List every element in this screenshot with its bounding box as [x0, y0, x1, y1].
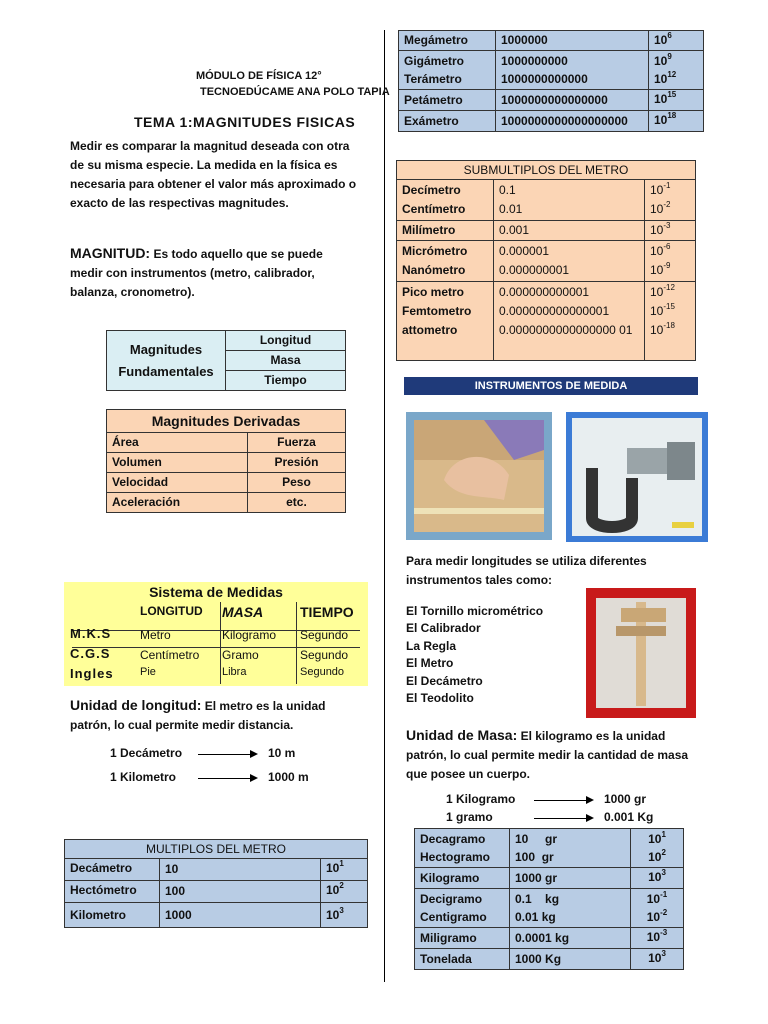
table-cell: $10^{-1}$ $10^{-2}$	[631, 889, 684, 928]
table-cell: 1000000000000000	[496, 90, 649, 111]
table-cell: $10^1$ $10^2$	[631, 829, 684, 868]
table-cell: $10^2$	[321, 881, 368, 903]
sistema-cell: Centímetro	[140, 648, 200, 662]
masa-def: El kilogramo es la unidad	[517, 729, 666, 743]
fundamental-item: Tiempo	[226, 371, 346, 391]
ruler-photo-image	[414, 420, 544, 532]
multiplos-top-table	[398, 30, 704, 132]
instrumentos-list	[406, 603, 543, 707]
conv-from: 1 Decámetro	[110, 746, 183, 760]
fundamentales-table	[106, 330, 346, 391]
table-cell: 1000000	[496, 31, 649, 51]
arrow-icon	[198, 754, 256, 755]
table-row	[415, 928, 684, 949]
instrumentos-intro	[406, 552, 647, 590]
fundamental-item: Masa	[226, 351, 346, 371]
table-row	[415, 949, 684, 970]
intro-line: Medir es comparar la magnitud deseada con otra	[70, 139, 350, 153]
table-cell: Kilogramo	[415, 868, 510, 889]
sistema-cell: Segundo	[300, 666, 345, 678]
table-row	[399, 51, 704, 90]
sistema-cell: Metro	[140, 628, 171, 642]
table-cell: $10^3$	[321, 903, 368, 928]
table-row	[107, 493, 346, 513]
table-cell: $10^{18}$	[649, 111, 704, 132]
table-cell: Megámetro	[399, 31, 496, 51]
table-cell: Tonelada	[415, 949, 510, 970]
table-cell: Milímetro	[397, 221, 494, 241]
header-line-2: TECNOEDÚCAME ANA POLO TAPIA	[200, 86, 390, 98]
submultiplos-table	[396, 160, 696, 361]
masa-term: Unidad de Masa:	[406, 727, 518, 743]
conv-from: 1 gramo	[446, 810, 493, 824]
table-cell: 0.001	[494, 221, 645, 241]
derivadas-table	[106, 409, 346, 513]
table-cell: Petámetro	[399, 90, 496, 111]
table-cell: $10^{-3}$	[631, 928, 684, 949]
table-cell: Micrómetro Nanómetro	[397, 241, 494, 282]
table-cell: $10^6$	[649, 31, 704, 51]
table-row	[399, 90, 704, 111]
micrometer-photo-image	[572, 418, 702, 536]
micrometer-photo	[566, 412, 708, 542]
sistema-cell: Pie	[140, 666, 156, 678]
table-cell: $10^{-3}$	[645, 221, 696, 241]
conv-to: 10 m	[268, 746, 296, 760]
submultiplos-title: SUBMULTIPLOS DEL METRO	[397, 161, 696, 180]
table-cell: $10^9$ $10^{12}$	[649, 51, 704, 90]
intro-line: exacto de las respectivas magnitudes.	[70, 196, 289, 210]
longitud-definition	[70, 696, 325, 735]
sistema-cell: Segundo	[300, 648, 349, 662]
sistema-header: LONGITUD	[140, 604, 203, 618]
list-item: El Calibrador	[406, 621, 481, 636]
longitud-line: patrón, lo cual permite medir distancia.	[70, 718, 294, 732]
sistema-header: MASA	[222, 604, 264, 620]
sistema-title: Sistema de Medidas	[149, 584, 283, 600]
column-divider	[384, 30, 385, 982]
table-cell: Kilometro	[65, 903, 160, 928]
instrumentos-banner: INSTRUMENTOS DE MEDIDA	[404, 377, 698, 395]
magnitud-term: MAGNITUD:	[70, 245, 151, 261]
table-cell: 1000000000 1000000000000	[496, 51, 649, 90]
magnitud-def: Es todo aquello que se puede	[150, 247, 323, 261]
table-cell: $10^1$	[321, 859, 368, 881]
table-row	[397, 282, 696, 361]
conv-from: 1 Kilometro	[110, 770, 177, 784]
table-cell: Decagramo Hectogramo	[415, 829, 510, 868]
tema-intro	[70, 137, 356, 213]
caliper-photo-image	[596, 598, 686, 708]
table-cell: Área	[107, 433, 248, 453]
sistema-cell: Segundo	[300, 628, 349, 642]
intro-line: Para medir longitudes se utiliza diferentes	[406, 554, 647, 568]
table-row	[65, 881, 368, 903]
intro-line: necesaria para obtener el valor más aproximado o	[70, 177, 357, 191]
table-row	[107, 433, 346, 453]
table-row	[397, 180, 696, 221]
table-cell: Hectómetro	[65, 881, 160, 903]
table-cell: Pico metro Femtometro attometro	[397, 282, 494, 361]
list-item: El Decámetro	[406, 673, 483, 688]
table-row	[65, 903, 368, 928]
table-row	[415, 829, 684, 868]
sistema-cell: Gramo	[222, 648, 259, 662]
table-cell: Volumen	[107, 453, 248, 473]
header-line-1: MÓDULO DE FÍSICA 12°	[196, 70, 322, 82]
magnitud-line: medir con instrumentos (metro, calibrador,	[70, 266, 315, 280]
table-row	[397, 241, 696, 282]
table-row	[107, 473, 346, 493]
caliper-photo	[586, 588, 696, 718]
table-cell: 0.1 0.01	[494, 180, 645, 221]
table-cell: $10^{-1}$ $10^{-2}$	[645, 180, 696, 221]
table-cell: $10^3$	[631, 868, 684, 889]
longitud-term: Unidad de longitud:	[70, 697, 202, 713]
list-item: El Tornillo micrométrico	[406, 604, 544, 618]
table-cell: Decigramo Centigramo	[415, 889, 510, 928]
masa-line: que posee un cuerpo.	[406, 767, 531, 781]
masa-table	[414, 828, 684, 970]
table-cell: 1000 Kg	[510, 949, 631, 970]
ruler-photo	[406, 412, 552, 540]
table-cell: Peso	[247, 473, 345, 493]
table-cell: Fuerza	[247, 433, 345, 453]
masa-definition	[406, 726, 688, 784]
table-cell: $10^{-6}$ $10^{-9}$	[645, 241, 696, 282]
table-row	[399, 31, 704, 51]
table-row	[415, 889, 684, 928]
table-cell: Velocidad	[107, 473, 248, 493]
table-cell: Presión	[247, 453, 345, 473]
arrow-icon	[534, 818, 592, 819]
table-cell: etc.	[247, 493, 345, 513]
sistema-name: Ingles	[70, 666, 114, 681]
list-item: El Metro	[406, 656, 454, 671]
sistema-header: TIEMPO	[300, 604, 354, 620]
table-cell: Decámetro	[65, 859, 160, 881]
sistema-box	[64, 582, 368, 686]
table-cell: Exámetro	[399, 111, 496, 132]
table-cell: 0.0001 kg	[510, 928, 631, 949]
table-cell: Decímetro Centímetro	[397, 180, 494, 221]
conv-to: 0.001 Kg	[604, 810, 654, 824]
table-row	[65, 859, 368, 881]
module-header	[196, 68, 390, 100]
table-cell: 1000 gr	[510, 868, 631, 889]
intro-line: instrumentos tales como:	[406, 573, 553, 587]
intro-line: de su misma especie. La medida en la física es	[70, 158, 338, 172]
arrow-icon	[198, 778, 256, 779]
table-cell: 10 gr 100 gr	[510, 829, 631, 868]
table-cell: Aceleración	[107, 493, 248, 513]
magnitud-definition	[70, 244, 323, 302]
conv-to: 1000 m	[268, 770, 309, 784]
table-cell: $10^{-12}$ $10^{-15}$ $10^{-18}$	[645, 282, 696, 361]
conv-to: 1000 gr	[604, 792, 647, 806]
conv-from: 1 Kilogramo	[446, 792, 516, 806]
table-row	[415, 868, 684, 889]
sistema-cell: Libra	[222, 666, 247, 678]
table-cell: 1000	[160, 903, 321, 928]
sistema-name: M.K.S	[70, 626, 112, 641]
list-item: El Teodolito	[406, 691, 474, 706]
multiplos-table	[64, 839, 368, 928]
table-row	[397, 221, 696, 241]
table-row	[399, 111, 704, 132]
sistema-cell: Kilogramo	[222, 628, 277, 642]
tema-title: TEMA 1:MAGNITUDES FISICAS	[134, 114, 356, 130]
table-cell: Miligramo	[415, 928, 510, 949]
table-cell: $10^{15}$	[649, 90, 704, 111]
table-cell: Gigámetro Terámetro	[399, 51, 496, 90]
table-cell: 10	[160, 859, 321, 881]
table-cell: 100	[160, 881, 321, 903]
masa-line: patrón, lo cual permite medir la cantidad de masa	[406, 748, 689, 762]
fundamental-item: Longitud	[226, 331, 346, 351]
sistema-name: C.G.S	[70, 646, 111, 661]
magnitud-line: balanza, cronometro).	[70, 285, 195, 299]
multiplos-title: MULTIPLOS DEL METRO	[65, 840, 368, 859]
table-cell: 1000000000000000000	[496, 111, 649, 132]
table-cell: 0.000001 0.000000001	[494, 241, 645, 282]
list-item: La Regla	[406, 638, 457, 653]
fundamentales-label: Magnitudes Fundamentales	[107, 331, 226, 391]
longitud-def: El metro es la unidad	[201, 699, 326, 713]
table-cell: 0.000000000001 0.000000000000001 0.0000000000000000 01	[494, 282, 645, 361]
arrow-icon	[534, 800, 592, 801]
table-cell: 0.1 kg 0.01 kg	[510, 889, 631, 928]
table-row	[107, 453, 346, 473]
table-cell: $10^3$	[631, 949, 684, 970]
derivadas-title: Magnitudes Derivadas	[107, 410, 346, 433]
